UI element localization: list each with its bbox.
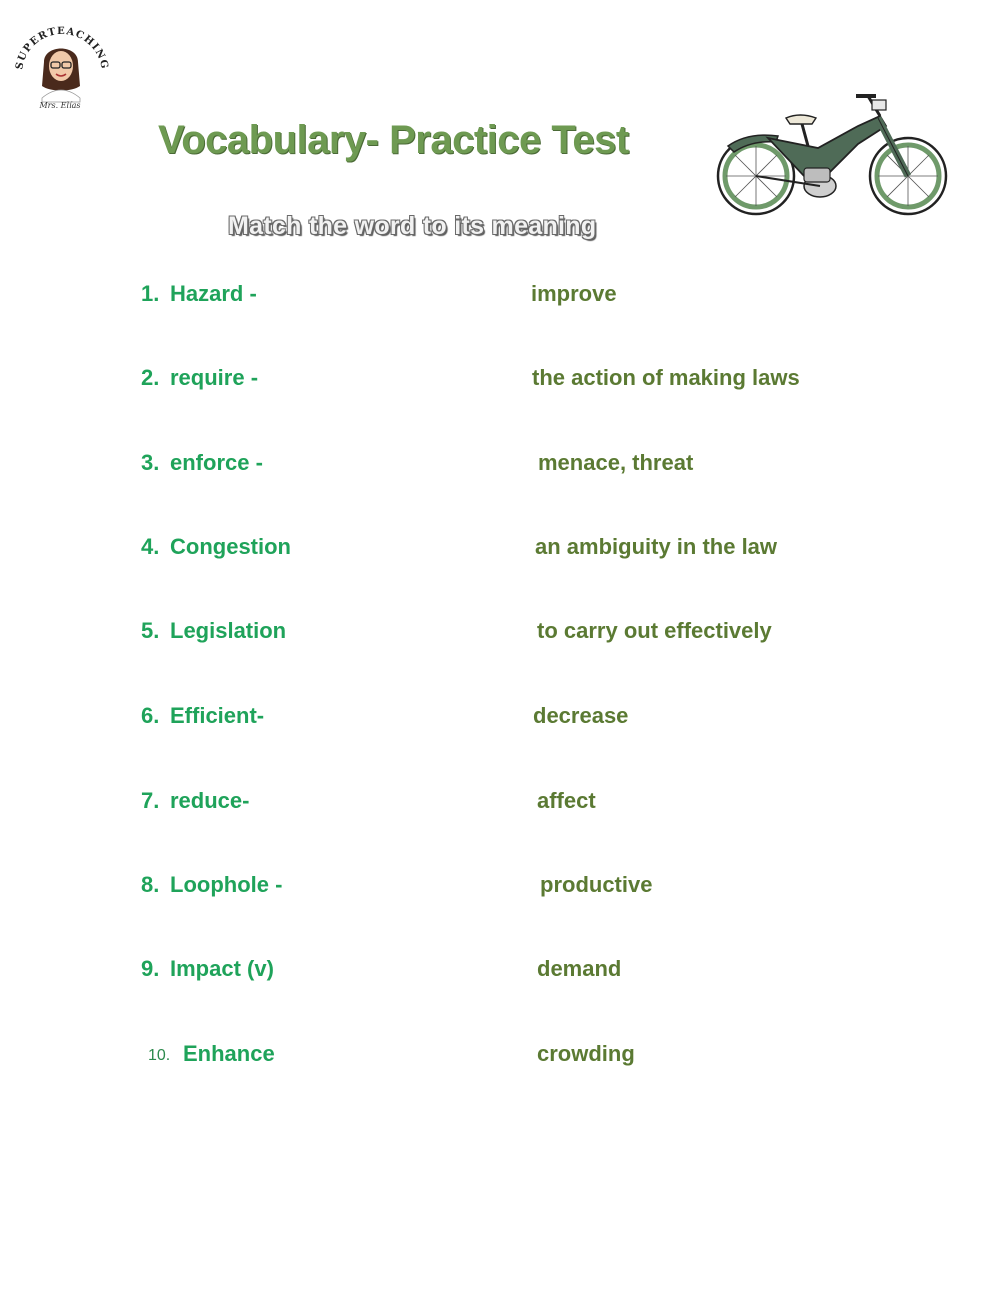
vocab-word: Legislation xyxy=(170,618,287,643)
teacher-avatar-icon xyxy=(42,49,80,103)
item-number: 6. xyxy=(141,703,160,728)
vocab-word: Loophole - xyxy=(170,872,283,897)
meaning-option: decrease xyxy=(533,703,629,728)
vocab-word: Hazard - xyxy=(170,281,257,306)
item-number: 1. xyxy=(141,281,160,306)
item-number: 7. xyxy=(141,788,160,813)
item-number: 5. xyxy=(141,618,160,643)
list-item xyxy=(0,872,1000,904)
item-number: 2. xyxy=(141,365,160,390)
page-subtitle: Match the word to its meaning xyxy=(228,212,597,240)
logo-brand-text: SUPERTEACHING xyxy=(14,25,110,71)
meaning-option: to carry out effectively xyxy=(537,618,772,643)
list-item xyxy=(0,788,1000,820)
vocab-word: Congestion xyxy=(170,534,291,559)
item-number: 8. xyxy=(141,872,160,897)
list-item xyxy=(0,281,1000,313)
list-item xyxy=(0,1041,1000,1073)
moped-icon xyxy=(708,86,952,224)
logo-signature: Mrs. Elías xyxy=(39,101,81,110)
vocab-word: reduce- xyxy=(170,788,250,813)
vocab-word: Enhance xyxy=(183,1041,275,1066)
meaning-option: affect xyxy=(537,788,596,813)
list-item xyxy=(0,956,1000,988)
vocab-word: enforce - xyxy=(170,450,263,475)
list-item xyxy=(0,534,1000,566)
superteaching-logo xyxy=(8,20,112,112)
page-title: Vocabulary- Practice Test xyxy=(158,118,629,162)
meaning-option: an ambiguity in the law xyxy=(535,534,778,559)
list-item xyxy=(0,365,1000,397)
item-number: 9. xyxy=(141,956,160,981)
vocab-word: Efficient- xyxy=(170,703,265,728)
meaning-option: productive xyxy=(540,872,653,897)
list-item xyxy=(0,450,1000,482)
vocab-word: Impact (v) xyxy=(170,956,274,981)
meaning-option: the action of making laws xyxy=(532,365,800,390)
meaning-option: demand xyxy=(537,956,622,981)
vocab-word: require - xyxy=(170,365,259,390)
meaning-option: crowding xyxy=(537,1041,635,1066)
meaning-option: menace, threat xyxy=(538,450,694,475)
item-number: 4. xyxy=(141,534,160,559)
item-number: 3. xyxy=(141,450,160,475)
list-item xyxy=(0,618,1000,650)
list-item xyxy=(0,703,1000,735)
item-number: 10. xyxy=(148,1047,171,1064)
meaning-option: improve xyxy=(531,281,617,306)
